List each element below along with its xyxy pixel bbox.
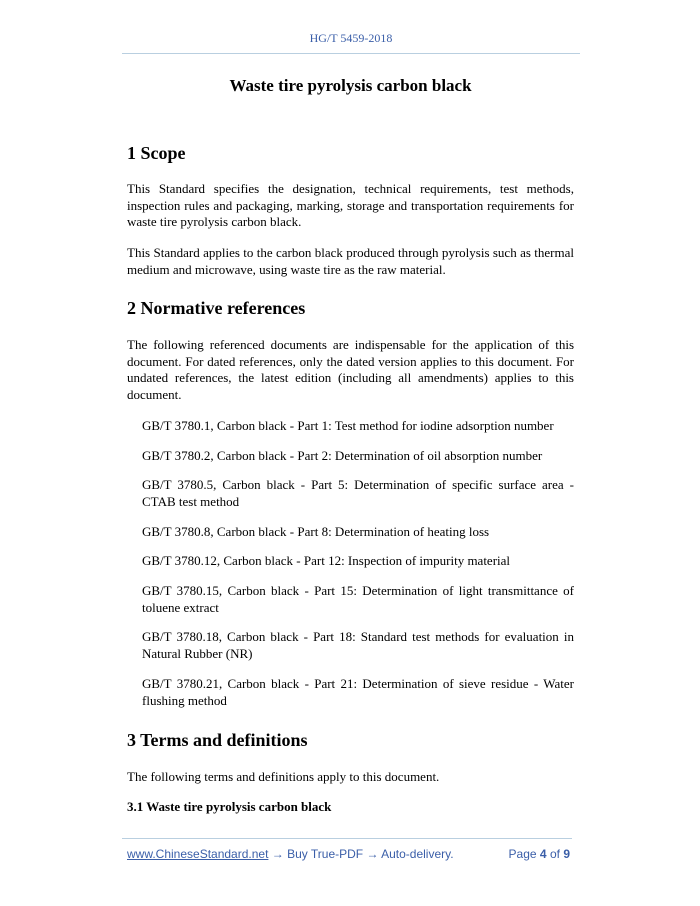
term-heading: 3.1 Waste tire pyrolysis carbon black [127,799,332,814]
reference-item: GB/T 3780.21, Carbon black - Part 21: Determination of sieve residue - Water flushing method [142,676,574,708]
section-heading-scope: 1 Scope [127,143,186,163]
page-number [509,847,570,861]
scope-paragraph-1: This Standard specifies the designation, technical requirements, test methods, inspection rules and packaging, marking, storage and transportation requirements for waste tire pyrolysis carbon black. [127,181,574,229]
reference-item: GB/T 3780.15, Carbon black - Part 15: Determination of light transmittance of toluene extract [142,583,574,615]
reference-item: GB/T 3780.1, Carbon black - Part 1: Test method for iodine adsorption number [142,418,554,433]
reference-item: GB/T 3780.2, Carbon black - Part 2: Determination of oil absorption number [142,448,543,463]
running-header: HG/T 5459-2018 [309,31,393,45]
reference-item: GB/T 3780.5, Carbon black - Part 5: Determination of specific surface area - CTAB test method [142,477,574,509]
reference-item: GB/T 3780.8, Carbon black - Part 8: Determination of heating loss [142,524,490,539]
page-label: Page [508,847,537,861]
page-of: of [549,847,560,861]
section-heading-normative: 2 Normative references [127,298,306,318]
document-title: Waste tire pyrolysis carbon black [229,76,472,95]
site-link[interactable]: www.ChineseStandard.net [127,847,269,861]
scope-paragraph-2: This Standard applies to the carbon black produced through pyrolysis such as thermal medium and microwave, using waste tire as the raw material. [127,245,574,277]
page-footer [127,847,570,861]
section-heading-terms: 3 Terms and definitions [127,730,308,750]
normative-intro: The following referenced documents are indispensable for the application of this document. For dated references, only the dated version applies to this document. For undated references, the latest edition (including all amendments) applies to this document. [127,337,574,402]
terms-intro: The following terms and definitions apply to this document. [127,769,440,784]
reference-item: GB/T 3780.18, Carbon black - Part 18: Standard test methods for evaluation in Natural Rubber (NR) [142,629,574,661]
header-divider [122,53,580,54]
footer-divider [122,838,572,839]
page-total: 9 [563,847,570,861]
page-current: 4 [539,847,547,861]
reference-item: GB/T 3780.12, Carbon black - Part 12: Inspection of impurity material [142,553,511,568]
footer-promo-text: → Buy True-PDF → Auto-delivery. [268,847,454,861]
